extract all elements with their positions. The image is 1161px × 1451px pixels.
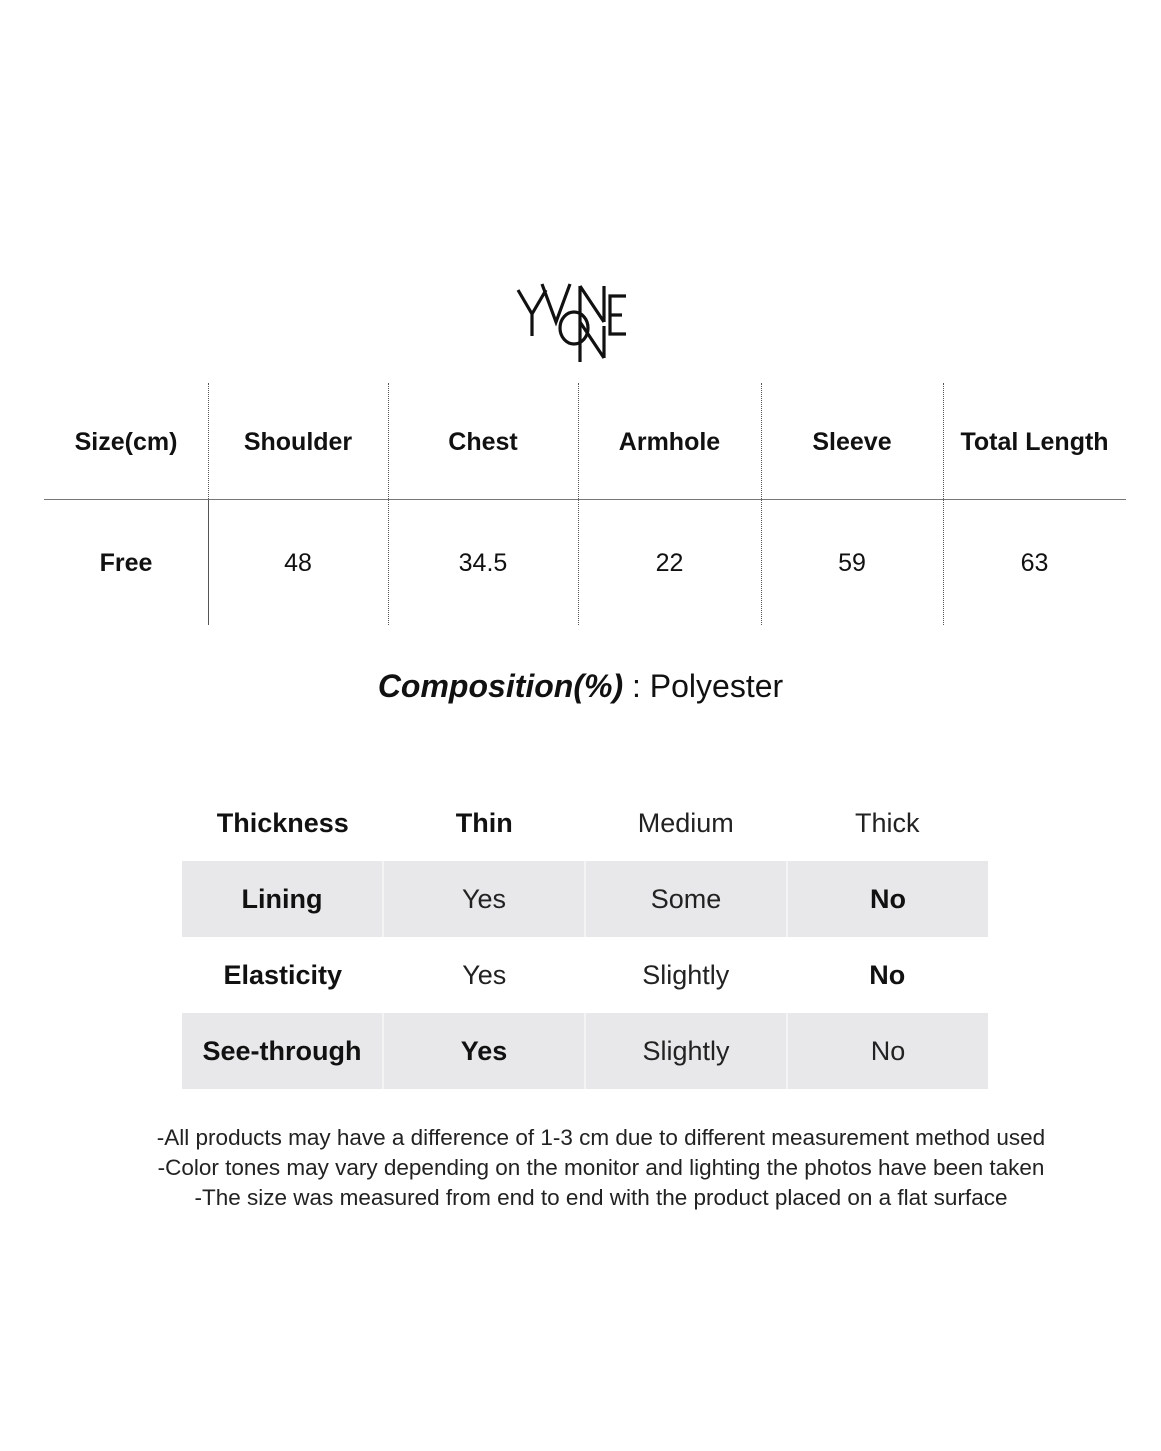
fabric-row-elasticity (182, 937, 988, 1013)
fabric-option: Thin (455, 807, 513, 838)
fabric-option: Yes (462, 959, 507, 990)
fabric-option: Yes (382, 1013, 584, 1089)
composition-label: Composition(%) (377, 668, 624, 704)
composition-line (0, 668, 1161, 705)
armhole-value: 22 (655, 548, 684, 577)
fabric-option: No (786, 1013, 988, 1089)
fabric-option: Thick (854, 807, 920, 838)
fabric-row-label: See-through (202, 1035, 362, 1066)
measurement-notes (0, 1123, 1161, 1213)
fabric-option: No (869, 959, 906, 990)
size-header: Size(cm) (74, 427, 178, 456)
chest-header: Chest (448, 427, 518, 456)
fabric-row-see-through (182, 1013, 988, 1089)
brand-logo-mark (500, 270, 670, 370)
note-line: -All products may have a difference of 1-3 cm due to different measurement method used (156, 1125, 1046, 1150)
shoulder-value: 48 (284, 548, 312, 577)
fabric-properties-table (182, 785, 988, 1089)
fabric-option: Slightly (642, 959, 730, 990)
fabric-option: Medium (637, 807, 734, 838)
fabric-row-label: Lining (241, 883, 323, 914)
fabric-row-label: Elasticity (223, 959, 343, 990)
total-length-value: 63 (1020, 548, 1049, 577)
fabric-row-lining (182, 861, 988, 937)
brand-logo (500, 270, 670, 370)
fabric-row-label: Thickness (216, 807, 349, 838)
size-value: Free (99, 548, 153, 577)
fabric-option: No (786, 861, 988, 937)
sleeve-header: Sleeve (812, 427, 892, 456)
fabric-option: Some (584, 861, 786, 937)
note-line: -Color tones may vary depending on the monitor and lighting the photos have been taken (157, 1155, 1045, 1180)
total-length-header: Total Length (960, 427, 1109, 456)
note-line: -The size was measured from end to end with the product placed on a flat surface (194, 1185, 1008, 1210)
fabric-option: Yes (382, 861, 584, 937)
composition-value: Polyester (649, 668, 784, 704)
fabric-option: Slightly (584, 1013, 786, 1089)
composition-separator: : (623, 668, 650, 704)
armhole-header: Armhole (618, 427, 721, 456)
chest-value: 34.5 (458, 548, 508, 577)
sleeve-value: 59 (838, 548, 866, 577)
shoulder-header: Shoulder (243, 427, 353, 456)
fabric-row-thickness (182, 785, 988, 861)
size-table (44, 383, 1126, 625)
